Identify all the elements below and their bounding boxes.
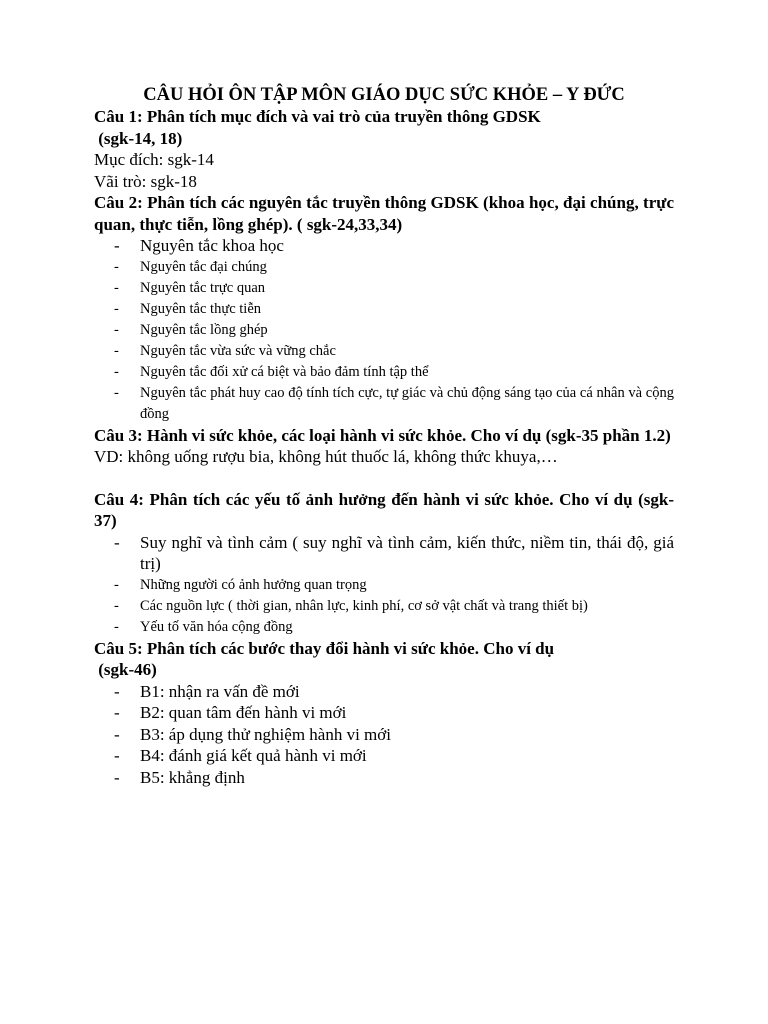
question-4-list [94, 575, 674, 638]
list-item: - B2: quan tâm đến hành vi mới [140, 702, 674, 724]
list-item: - Nguyên tắc đại chúng [140, 257, 674, 278]
list-item: - B4: đánh giá kết quả hành vi mới [140, 745, 674, 767]
question-1-role: Vãi trò: sgk-18 [94, 171, 197, 191]
list-item: - Suy nghĩ và tình cảm ( suy nghĩ và tình cảm, kiến thức, niềm tin, thái độ, giá trị) [140, 532, 674, 575]
list-item: - Nguyên tắc trực quan [140, 278, 674, 299]
question-5-steps [94, 681, 674, 789]
list-item: - B5: khẳng định [140, 767, 674, 789]
question-5-heading: Câu 5: Phân tích các bước thay đổi hành vi sức khỏe. Cho ví dụ [94, 638, 555, 658]
question-2-heading: Câu 2: Phân tích các nguyên tắc truyền thông GDSK (khoa học, đại chúng, trực quan, thực tiễn, lồng ghép). ( sgk-24,33,34) [94, 193, 674, 234]
list-item: - Những người có ảnh hưởng quan trọng [140, 575, 674, 596]
list-item: - Các nguồn lực ( thời gian, nhân lực, kinh phí, cơ sở vật chất và trang thiết bị) [140, 596, 674, 617]
question-1-purpose: Mục đích: sgk-14 [94, 150, 214, 169]
list-item: - Nguyên tắc lồng ghép [140, 320, 674, 341]
list-item: - Yếu tố văn hóa cộng đồng [140, 617, 674, 638]
question-5-reference: (sgk-46) [94, 660, 157, 679]
document-title: CÂU HỎI ÔN TẬP MÔN GIÁO DỤC SỨC KHỎE – Y ĐỨC [143, 85, 625, 105]
list-item: - B1: nhận ra vấn đề mới [140, 681, 674, 703]
question-2-list-first [94, 235, 674, 257]
list-item: - Nguyên tắc vừa sức và vững chắc [140, 341, 674, 362]
question-1-heading: Câu 1: Phân tích mục đích và vai trò của truyền thông GDSK [94, 107, 541, 126]
question-3-example: VD: không uống rượu bia, không hút thuốc lá, không thức khuya,… [94, 447, 558, 466]
list-item: - Nguyên tắc phát huy cao độ tính tích cực, tự giác và chủ động sáng tạo của cá nhân và cộng đồng [140, 383, 674, 425]
list-item: - Nguyên tắc khoa học [140, 235, 674, 257]
question-1-reference: (sgk-14, 18) [94, 128, 183, 148]
question-4-heading: Câu 4: Phân tích các yếu tố ảnh hưởng đến hành vi sức khỏe. Cho ví dụ (sgk-37) [94, 489, 674, 530]
question-2-list [94, 257, 674, 425]
question-4-list-first [94, 532, 674, 575]
list-item: - Nguyên tắc thực tiễn [140, 299, 674, 320]
list-item: - Nguyên tắc đối xử cá biệt và bảo đảm tính tập thể [140, 362, 674, 383]
question-3-heading: Câu 3: Hành vi sức khỏe, các loại hành vi sức khỏe. Cho ví dụ (sgk-35 phần 1.2) [94, 425, 671, 445]
list-item: - B3: áp dụng thử nghiệm hành vi mới [140, 724, 674, 746]
